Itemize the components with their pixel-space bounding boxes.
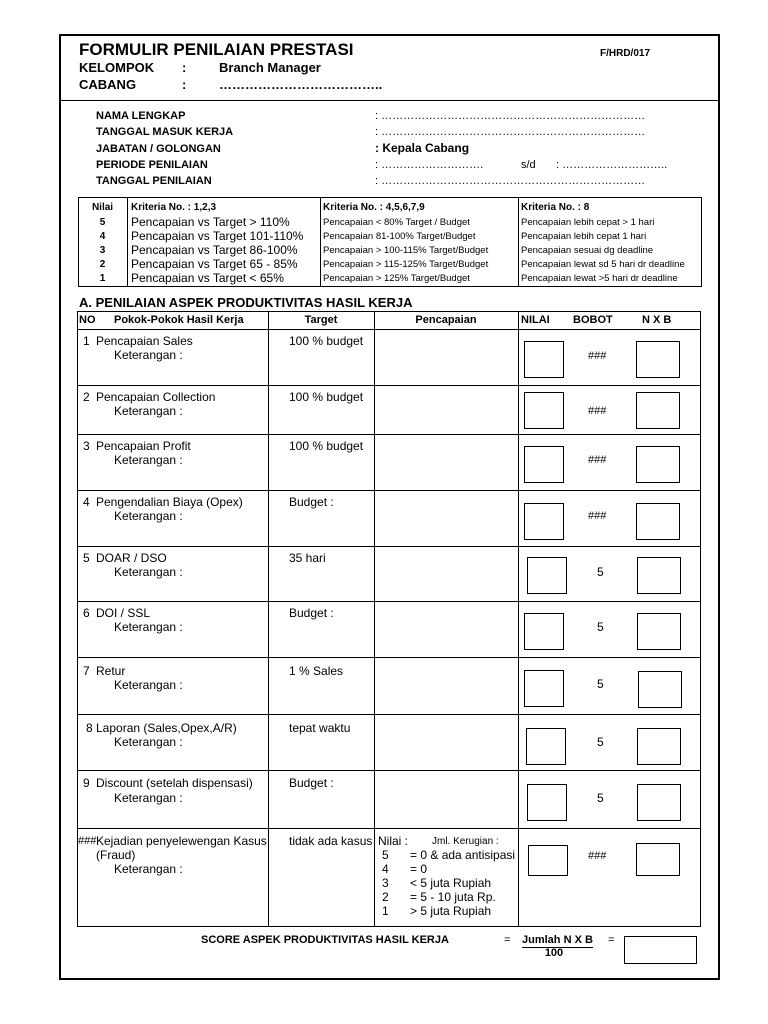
item-keterangan[interactable]: Keterangan : — [114, 862, 183, 876]
nama-label: NAMA LENGKAP — [96, 110, 186, 122]
fraud-scale-nilai: 2 — [382, 890, 389, 904]
criteria-k1: Pencapaian vs Target 101-110% — [131, 229, 304, 243]
item-target: 100 % budget — [289, 334, 364, 348]
item-name-line2: (Fraud) — [96, 848, 136, 862]
nxb-box[interactable] — [636, 341, 680, 378]
item-target: 100 % budget — [289, 390, 364, 404]
jabatan-value: : Kepala Cabang — [375, 141, 470, 155]
nxb-box[interactable] — [637, 784, 681, 821]
item-keterangan[interactable]: Keterangan : — [114, 678, 183, 692]
item-name: Pencapaian Sales — [96, 334, 193, 348]
item-target: Budget : — [289, 776, 334, 790]
item-no: 1 — [83, 334, 90, 348]
kelompok-colon: : — [182, 60, 187, 75]
nxb-box[interactable] — [637, 613, 681, 650]
nxb-box[interactable] — [636, 843, 680, 876]
item-name: Kejadian penyelewengan Kasus — [96, 834, 267, 848]
item-name: DOAR / DSO — [96, 551, 167, 565]
tanggal-penilaian-field[interactable]: : ……………………………………………………………… — [375, 175, 646, 187]
periode-from-field[interactable]: : ………………………. — [375, 159, 484, 171]
cabang-colon: : — [182, 77, 187, 92]
item-bobot: ### — [588, 454, 607, 466]
criteria-k1-header: Kriteria No. : 1,2,3 — [131, 202, 217, 213]
item-bobot: 5 — [597, 620, 604, 634]
cabang-label: CABANG — [79, 77, 137, 92]
fraud-scale-desc: > 5 juta Rupiah — [410, 904, 492, 918]
criteria-k1: Pencapaian vs Target < 65% — [131, 271, 284, 285]
item-keterangan[interactable]: Keterangan : — [114, 735, 183, 749]
item-no: 3 — [83, 439, 90, 453]
criteria-k2: Pencapaian < 80% Target / Budget — [323, 217, 470, 228]
item-name: Pencapaian Collection — [96, 390, 216, 404]
fraud-scale-nilai: 3 — [382, 876, 389, 890]
item-bobot: 5 — [597, 565, 604, 579]
criteria-k3: Pencapaian sesuai dg deadline — [521, 245, 654, 256]
col-nxb-header: N X B — [642, 314, 672, 326]
item-target: 35 hari — [289, 551, 326, 565]
criteria-nilai: 2 — [99, 259, 106, 270]
nxb-box[interactable] — [637, 728, 681, 765]
tanggal-penilaian-label: TANGGAL PENILAIAN — [96, 175, 212, 187]
item-keterangan[interactable]: Keterangan : — [114, 565, 183, 579]
criteria-k2: Pencapaian > 100-115% Target/Budget — [323, 245, 489, 256]
form-code: F/HRD/017 — [600, 48, 651, 59]
fraud-scale-nilai: 1 — [382, 904, 389, 918]
fraud-scale-desc: = 0 & ada antisipasi — [410, 848, 516, 862]
jabatan-label: JABATAN / GOLONGAN — [96, 143, 221, 155]
col-pencapaian-header: Pencapaian — [415, 314, 477, 326]
item-name: Retur — [96, 664, 126, 678]
nilai-input-box[interactable] — [524, 446, 564, 483]
criteria-k3: Pencapaian lewat >5 hari dr deadline — [521, 273, 678, 284]
score-numerator: Jumlah N X B — [522, 934, 593, 946]
periode-sd: s/d — [521, 159, 536, 171]
criteria-k1: Pencapaian vs Target 65 - 85% — [131, 257, 298, 271]
cabang-value: ……………………………….. — [219, 77, 383, 92]
nilai-input-box[interactable] — [524, 392, 564, 429]
item-no: 4 — [83, 495, 90, 509]
nxb-box[interactable] — [638, 671, 682, 708]
tmk-field[interactable]: : ……………………………………………………………… — [375, 126, 646, 138]
item-bobot: 5 — [597, 735, 604, 749]
form-title: FORMULIR PENILAIAN PRESTASI — [79, 40, 354, 59]
item-target: tidak ada kasus — [289, 834, 373, 848]
criteria-k2-header: Kriteria No. : 4,5,6,7,9 — [323, 202, 425, 213]
item-name: Pencapaian Profit — [96, 439, 191, 453]
score-label: SCORE ASPEK PRODUKTIVITAS HASIL KERJA — [201, 934, 449, 946]
nama-field[interactable]: : ……………………………………………………………… — [375, 110, 646, 122]
nilai-input-box[interactable] — [524, 613, 564, 650]
criteria-k2: Pencapaian > 125% Target/Budget — [323, 273, 470, 284]
criteria-k1: Pencapaian vs Target 86-100% — [131, 243, 298, 257]
col-pokok-header: Pokok-Pokok Hasil Kerja — [114, 314, 244, 326]
nxb-box[interactable] — [636, 503, 680, 540]
nilai-input-box[interactable] — [527, 557, 567, 594]
item-keterangan[interactable]: Keterangan : — [114, 404, 183, 418]
item-target: Budget : — [289, 495, 334, 509]
item-keterangan[interactable]: Keterangan : — [114, 509, 183, 523]
item-no: 6 — [83, 606, 90, 620]
criteria-k3: Pencapaian lebih cepat 1 hari — [521, 231, 647, 242]
criteria-k2: Pencapaian 81-100% Target/Budget — [323, 231, 476, 242]
score-equals-2: = — [608, 934, 615, 946]
item-keterangan[interactable]: Keterangan : — [114, 348, 183, 362]
criteria-nilai: 4 — [99, 231, 106, 242]
fraud-scale-desc: < 5 juta Rupiah — [410, 876, 492, 890]
item-name: DOI / SSL — [96, 606, 151, 620]
item-keterangan[interactable]: Keterangan : — [114, 791, 183, 805]
fraud-scale-desc: = 0 — [410, 862, 428, 876]
nilai-input-box[interactable] — [528, 845, 568, 876]
item-no: 9 — [83, 776, 90, 790]
kelompok-label: KELOMPOK — [79, 60, 155, 75]
score-denominator: 100 — [544, 947, 564, 959]
fraud-scale-nilai: 5 — [382, 848, 389, 862]
item-no: 5 — [83, 551, 90, 565]
nxb-box[interactable] — [636, 392, 680, 429]
item-name: Discount (setelah dispensasi) — [96, 776, 253, 790]
nilai-input-box[interactable] — [526, 728, 566, 765]
fraud-scale-desc: = 5 - 10 juta Rp. — [410, 890, 496, 904]
criteria-k3: Pencapaian lebih cepat > 1 hari — [521, 217, 655, 228]
item-bobot: ### — [588, 350, 607, 362]
periode-label: PERIODE PENILAIAN — [96, 159, 208, 171]
section-a-title: A. PENILAIAN ASPEK PRODUKTIVITAS HASIL KERJA — [79, 295, 413, 310]
item-target: 100 % budget — [289, 439, 364, 453]
kelompok-value: Branch Manager — [219, 60, 321, 75]
item-no: ### — [78, 835, 97, 847]
item-target: 1 % Sales — [289, 664, 344, 678]
item-no: 2 — [83, 390, 90, 404]
item-keterangan[interactable]: Keterangan : — [114, 453, 183, 467]
fraud-scale-nilai: 4 — [382, 862, 389, 876]
nxb-box[interactable] — [637, 557, 681, 594]
item-bobot: ### — [588, 850, 607, 862]
score-result-box[interactable] — [624, 936, 697, 964]
periode-to-field[interactable]: : ……………………….. — [556, 159, 668, 171]
criteria-k2: Pencapaian > 115-125% Target/Budget — [323, 259, 489, 270]
item-target: Budget : — [289, 606, 334, 620]
criteria-k3-header: Kriteria No. : 8 — [521, 202, 590, 213]
tmk-label: TANGGAL MASUK KERJA — [96, 126, 234, 138]
nilai-input-box[interactable] — [527, 784, 567, 821]
item-no: 8 — [86, 721, 93, 735]
item-bobot: ### — [588, 405, 607, 417]
fraud-nilai-label: Nilai : — [378, 834, 409, 848]
col-target-header: Target — [304, 314, 338, 326]
col-nilai-header: NILAI — [521, 314, 550, 326]
item-bobot: ### — [588, 510, 607, 522]
criteria-k3: Pencapaian lewat sd 5 hari dr deadline — [521, 259, 685, 270]
criteria-nilai-header: Nilai — [91, 202, 114, 213]
item-name: Pengendalian Biaya (Opex) — [96, 495, 243, 509]
score-equals-1: = — [504, 934, 511, 946]
criteria-nilai: 3 — [99, 245, 106, 256]
item-bobot: 5 — [597, 791, 604, 805]
item-target: tepat waktu — [289, 721, 351, 735]
col-bobot-header: BOBOT — [573, 314, 613, 326]
criteria-nilai: 1 — [99, 273, 106, 284]
nilai-input-box[interactable] — [524, 670, 564, 707]
nxb-box[interactable] — [636, 446, 680, 483]
fraud-kerugian-label: Jml. Kerugian : — [432, 836, 499, 847]
item-no: 7 — [83, 664, 90, 678]
criteria-k1: Pencapaian vs Target > 110% — [131, 215, 290, 229]
item-keterangan[interactable]: Keterangan : — [114, 620, 183, 634]
header-divider — [60, 100, 719, 101]
nilai-input-box[interactable] — [524, 341, 564, 378]
col-no-header: NO — [79, 314, 96, 326]
criteria-nilai: 5 — [99, 217, 106, 228]
item-name: Laporan (Sales,Opex,A/R) — [96, 721, 237, 735]
item-bobot: 5 — [597, 677, 604, 691]
nilai-input-box[interactable] — [524, 503, 564, 540]
